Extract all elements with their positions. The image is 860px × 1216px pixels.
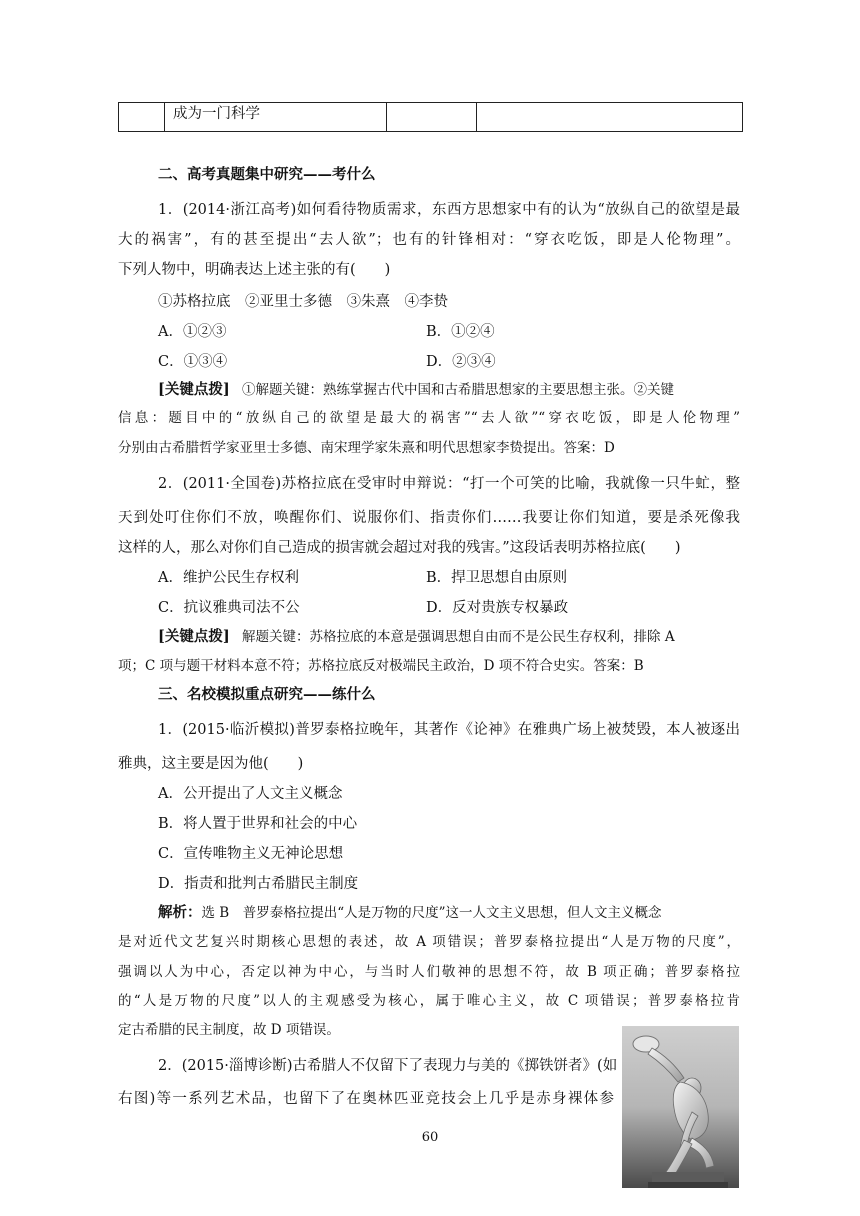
question-text-line: 这样的人，那么对你们自己造成的损害就会超过对我的残害。”这段话表明苏格拉底( )	[118, 540, 681, 556]
comparison-table-fragment	[118, 102, 743, 132]
table-cell	[119, 103, 165, 132]
option-b: B．①②④	[426, 324, 495, 340]
key-point-text: 解题关键：苏格拉底的本意是强调思想自由而不是公民生存权利，排除 A	[242, 629, 675, 645]
analysis-text: 选 B 普罗泰格拉提出“人是万物的尺度”这一人文主义思想，但人文主义概念	[201, 905, 662, 921]
question-text-line: 雅典，这主要是因为他( )	[118, 756, 304, 772]
key-point	[158, 380, 740, 400]
analysis	[158, 903, 740, 923]
question-text-line: 下列人物中，明确表达上述主张的有( )	[118, 262, 391, 278]
option-c: C．①③④	[158, 354, 228, 370]
question-items: ①苏格拉底 ②亚里士多德 ③朱熹 ④李贽	[158, 294, 448, 310]
analysis-line: 是对近代文艺复兴时期核心思想的表述，故 A 项错误；普罗泰格拉提出“人是万物的尺度”，	[118, 934, 740, 950]
table-cell	[477, 103, 743, 132]
statue-drawing	[622, 1026, 739, 1188]
question-text-line: 1．(2014·浙江高考)如何看待物质需求，东西方思想家中有的认为“放纵自己的欲望是最	[158, 202, 740, 218]
key-point-text: ①解题关键：熟练掌握古代中国和古希腊思想家的主要思想主张。②关键	[242, 382, 675, 398]
question-text-line: 右图)等一系列艺术品，也留下了在奥林匹亚竞技会上几乎是赤身裸体参	[118, 1091, 614, 1107]
option-b: B．捍卫思想自由原则	[426, 570, 568, 586]
section-heading: 二、高考真题集中研究——考什么	[158, 166, 376, 183]
option-d: D．②③④	[426, 354, 496, 370]
option-a: A．维护公民生存权利	[158, 570, 299, 586]
question-text-line: 2．(2011·全国卷)苏格拉底在受审时申辩说：“打一个可笑的比喻，我就像一只牛虻，整	[158, 476, 740, 492]
analysis-line: 强调以人为中心，否定以神为中心，与当时人们敬神的思想不符，故 B 项正确；普罗泰格拉	[118, 964, 740, 980]
option-a: A．公开提出了人文主义概念	[158, 786, 343, 802]
key-point	[158, 627, 740, 647]
key-point-line: 分别由古希腊哲学家亚里士多德、南宋理学家朱熹和明代思想家李贽提出。答案：D	[118, 440, 615, 456]
table-cell	[387, 103, 477, 132]
analysis-label: 解析：	[158, 904, 202, 921]
table-cell: 成为一门科学	[165, 103, 387, 132]
option-b: B．将人置于世界和社会的中心	[158, 816, 358, 832]
section-heading: 三、名校模拟重点研究——练什么	[158, 686, 376, 703]
analysis-line: 的“人是万物的尺度”以人的主观感受为核心，属于唯心主义，故 C 项错误；普罗泰格拉肯	[118, 993, 740, 1009]
option-c: C．抗议雅典司法不公	[158, 600, 300, 616]
page-number: 60	[421, 1130, 439, 1145]
discobolus-statue-image	[622, 1026, 739, 1188]
key-point-line: 信息：题目中的“放纵自己的欲望是最大的祸害”“去人欲”“穿衣吃饭，即是人伦物理”	[118, 410, 740, 426]
option-c: C．宣传唯物主义无神论思想	[158, 846, 344, 862]
key-point-line: 项；C 项与题干材料本意不符；苏格拉底反对极端民主政治，D 项不符合史实。答案：B	[118, 658, 644, 674]
question-text-line: 天到处叮住你们不放，唤醒你们、说服你们、指责你们……我要让你们知道，要是杀死像我	[118, 510, 740, 526]
table-row	[119, 103, 743, 132]
option-d: D．反对贵族专权暴政	[426, 600, 569, 616]
question-text-line: 大的祸害”，有的甚至提出“去人欲”；也有的针锋相对：“穿衣吃饭，即是人伦物理”。	[118, 232, 740, 248]
question-text-line: 2．(2015·淄博诊断)古希腊人不仅留下了表现力与美的《掷铁饼者》(如	[158, 1058, 618, 1074]
analysis-line: 定古希腊的民主制度，故 D 项错误。	[118, 1022, 340, 1038]
key-point-label: [关键点拨]	[158, 628, 230, 645]
question-text-line: 1．(2015·临沂模拟)普罗泰格拉晚年，其著作《论神》在雅典广场上被焚毁，本人被逐出	[158, 722, 740, 738]
option-d: D．指责和批判古希腊民主制度	[158, 876, 359, 892]
option-a: A．①②③	[158, 324, 227, 340]
key-point-label: [关键点拨]	[158, 381, 230, 398]
